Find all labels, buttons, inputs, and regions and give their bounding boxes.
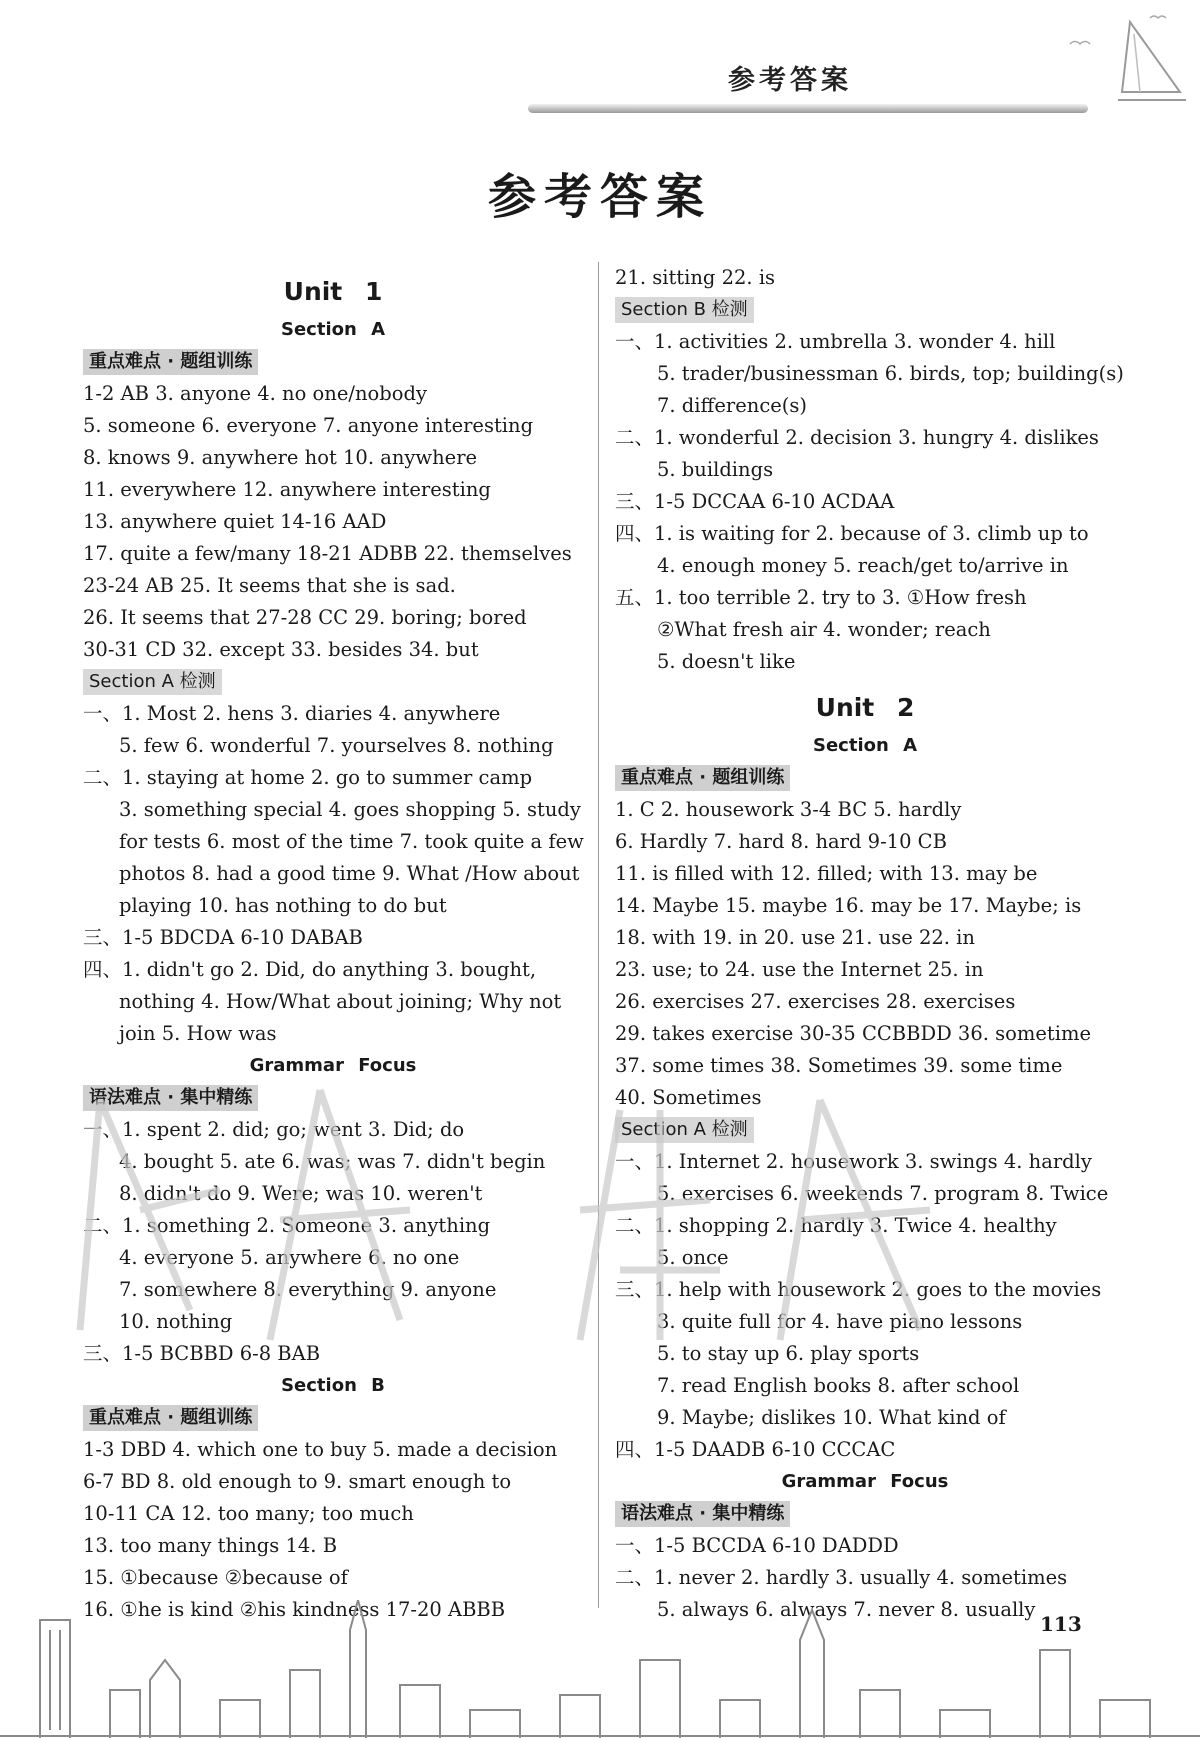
- section-title: Section A: [281, 319, 385, 340]
- answer-line: 三、1-5 BDCDA 6-10 DABAB: [83, 926, 363, 949]
- answer-line: playing 10. has nothing to do but: [119, 894, 447, 917]
- section-band-label: 重点难点 · 题组训练: [615, 765, 790, 791]
- column-divider: [598, 262, 599, 1608]
- answer-line: 3. something special 4. goes shopping 5. study: [119, 798, 581, 821]
- unit-title: Unit 1: [283, 277, 383, 306]
- answer-line: 16. ①he is kind ②his kindness 17-20 ABBB: [83, 1598, 506, 1621]
- answer-line: 三、1. help with housework 2. goes to the movies: [615, 1278, 1102, 1301]
- section-band-row: [615, 1498, 1115, 1530]
- answer-line: 一、1-5 BCCDA 6-10 DADDD: [615, 1534, 899, 1557]
- header-rule: [528, 104, 1088, 113]
- answer-line: 5. doesn't like: [657, 650, 796, 673]
- answer-line: 5. to stay up 6. play sports: [657, 1342, 920, 1365]
- answer-line: 29. takes exercise 30-35 CCBBDD 36. sometime: [615, 1022, 1092, 1045]
- answer-line: 四、1. didn't go 2. Did, do anything 3. bought,: [83, 958, 537, 981]
- answer-line: 3. quite full for 4. have piano lessons: [657, 1310, 1023, 1333]
- answer-line: 10-11 CA 12. too many; too much: [83, 1502, 414, 1525]
- answer-line: 21. sitting 22. is: [615, 266, 776, 289]
- answer-line: 26. It seems that 27-28 CC 29. boring; bored: [83, 606, 527, 629]
- section-band-label: 语法难点 · 集中精练: [615, 1501, 790, 1527]
- answer-line: nothing 4. How/What about joining; Why not: [119, 990, 562, 1013]
- section-band-row: [615, 1114, 1115, 1146]
- answer-line: 8. didn't do 9. Were; was 10. weren't: [119, 1182, 483, 1205]
- section-title: Grammar Focus: [781, 1471, 949, 1492]
- answer-line: 5. buildings: [657, 458, 774, 481]
- answer-line: 13. too many things 14. B: [83, 1534, 338, 1557]
- section-band-row: [83, 666, 583, 698]
- answer-line: for tests 6. most of the time 7. took quite a few: [119, 830, 584, 853]
- answer-line: 7. difference(s): [657, 394, 808, 417]
- answer-line: 18. with 19. in 20. use 21. use 22. in: [615, 926, 975, 949]
- section-band-row: [615, 294, 1115, 326]
- answer-line: 五、1. too terrible 2. try to 3. ①How fresh: [615, 586, 1027, 609]
- page-title: 参考答案: [487, 169, 712, 225]
- answer-line: 5. exercises 6. weekends 7. program 8. Twice: [657, 1182, 1109, 1205]
- answer-line: 一、1. Internet 2. housework 3. swings 4. hardly: [615, 1150, 1092, 1173]
- answer-line: 一、1. activities 2. umbrella 3. wonder 4. hill: [615, 330, 1056, 353]
- answer-line: 15. ①because ②because of: [83, 1566, 348, 1589]
- answer-line: 一、1. spent 2. did; go; went 3. Did; do: [83, 1118, 465, 1141]
- answer-line: 5. few 6. wonderful 7. yourselves 8. nothing: [119, 734, 554, 757]
- answer-line: 23. use; to 24. use the Internet 25. in: [615, 958, 984, 981]
- left-answer-column: [83, 262, 583, 1626]
- answer-line: 5. once: [657, 1246, 729, 1269]
- answer-line: 6-7 BD 8. old enough to 9. smart enough to: [83, 1470, 512, 1493]
- answer-line: 14. Maybe 15. maybe 16. may be 17. Maybe; is: [615, 894, 1082, 917]
- answer-line: 23-24 AB 25. It seems that she is sad.: [83, 574, 456, 597]
- answer-line: 三、1-5 DCCAA 6-10 ACDAA: [615, 490, 895, 513]
- section-band-label: 语法难点 · 集中精练: [83, 1085, 258, 1111]
- answer-line: 1-2 AB 3. anyone 4. no one/nobody: [83, 382, 427, 405]
- unit-title: Unit 2: [815, 693, 915, 722]
- answer-line: 8. knows 9. anywhere hot 10. anywhere: [83, 446, 478, 469]
- answer-line: 1-3 DBD 4. which one to buy 5. made a decision: [83, 1438, 558, 1461]
- answer-line: 二、1. wonderful 2. decision 3. hungry 4. dislikes: [615, 426, 1099, 449]
- answer-line: 9. Maybe; dislikes 10. What kind of: [657, 1406, 1006, 1429]
- answer-line: 5. someone 6. everyone 7. anyone interesting: [83, 414, 534, 437]
- section-band-label: 重点难点 · 题组训练: [83, 349, 258, 375]
- answer-line: 5. always 6. always 7. never 8. usually: [657, 1598, 1036, 1621]
- answer-line: 二、1. never 2. hardly 3. usually 4. sometimes: [615, 1566, 1068, 1589]
- answer-line: 四、1-5 DAADB 6-10 CCCAC: [615, 1438, 896, 1461]
- answer-line: 7. somewhere 8. everything 9. anyone: [119, 1278, 497, 1301]
- section-band-label: Section A 检测: [83, 669, 222, 695]
- answer-line: 二、1. shopping 2. hardly 3. Twice 4. healthy: [615, 1214, 1057, 1237]
- answer-line: 17. quite a few/many 18-21 ADBB 22. themselves: [83, 542, 572, 565]
- answer-line: 二、1. staying at home 2. go to summer camp: [83, 766, 533, 789]
- section-title: Section B: [281, 1375, 385, 1396]
- section-band-label: Section B 检测: [615, 297, 754, 323]
- header-title: 参考答案: [728, 65, 852, 96]
- answer-line: 1. C 2. housework 3-4 BC 5. hardly: [615, 798, 962, 821]
- section-band-row: [83, 1082, 583, 1114]
- section-band-row: [83, 1402, 583, 1434]
- answer-line: 一、1. Most 2. hens 3. diaries 4. anywhere: [83, 702, 501, 725]
- answer-line: 4. everyone 5. anywhere 6. no one: [119, 1246, 460, 1269]
- answer-line: 二、1. something 2. Someone 3. anything: [83, 1214, 491, 1237]
- section-title: Grammar Focus: [249, 1055, 417, 1076]
- answer-line: 三、1-5 BCBBD 6-8 BAB: [83, 1342, 321, 1365]
- section-band-row: [83, 346, 583, 378]
- section-title: Section A: [813, 735, 917, 756]
- answer-line: 10. nothing: [119, 1310, 233, 1333]
- answer-line: 7. read English books 8. after school: [657, 1374, 1020, 1397]
- answer-line: 4. enough money 5. reach/get to/arrive in: [657, 554, 1069, 577]
- answer-line: photos 8. had a good time 9. What /How about: [119, 862, 580, 885]
- answer-line: 四、1. is waiting for 2. because of 3. climb up to: [615, 522, 1089, 545]
- answer-line: 6. Hardly 7. hard 8. hard 9-10 CB: [615, 830, 947, 853]
- answer-line: ②What fresh air 4. wonder; reach: [657, 618, 991, 641]
- answer-line: 30-31 CD 32. except 33. besides 34. but: [83, 638, 479, 661]
- skyline-footer-graphic: [0, 1600, 1200, 1738]
- answer-line: 26. exercises 27. exercises 28. exercises: [615, 990, 1016, 1013]
- answer-line: 5. trader/businessman 6. birds, top; building(s): [657, 362, 1124, 385]
- page-number: 113: [1040, 1612, 1082, 1636]
- answer-line: 37. some times 38. Sometimes 39. some time: [615, 1054, 1063, 1077]
- answer-line: 4. bought 5. ate 6. was; was 7. didn't begin: [119, 1150, 546, 1173]
- section-band-label: Section A 检测: [615, 1117, 754, 1143]
- answer-line: 13. anywhere quiet 14-16 AAD: [83, 510, 387, 533]
- right-answer-column: [615, 262, 1124, 1626]
- section-band-label: 重点难点 · 题组训练: [83, 1405, 258, 1431]
- answer-line: 11. everywhere 12. anywhere interesting: [83, 478, 491, 501]
- section-band-row: [615, 762, 1115, 794]
- answer-line: 40. Sometimes: [615, 1086, 762, 1109]
- answer-line: 11. is filled with 12. filled; with 13. may be: [615, 862, 1038, 885]
- answer-line: join 5. How was: [119, 1022, 277, 1045]
